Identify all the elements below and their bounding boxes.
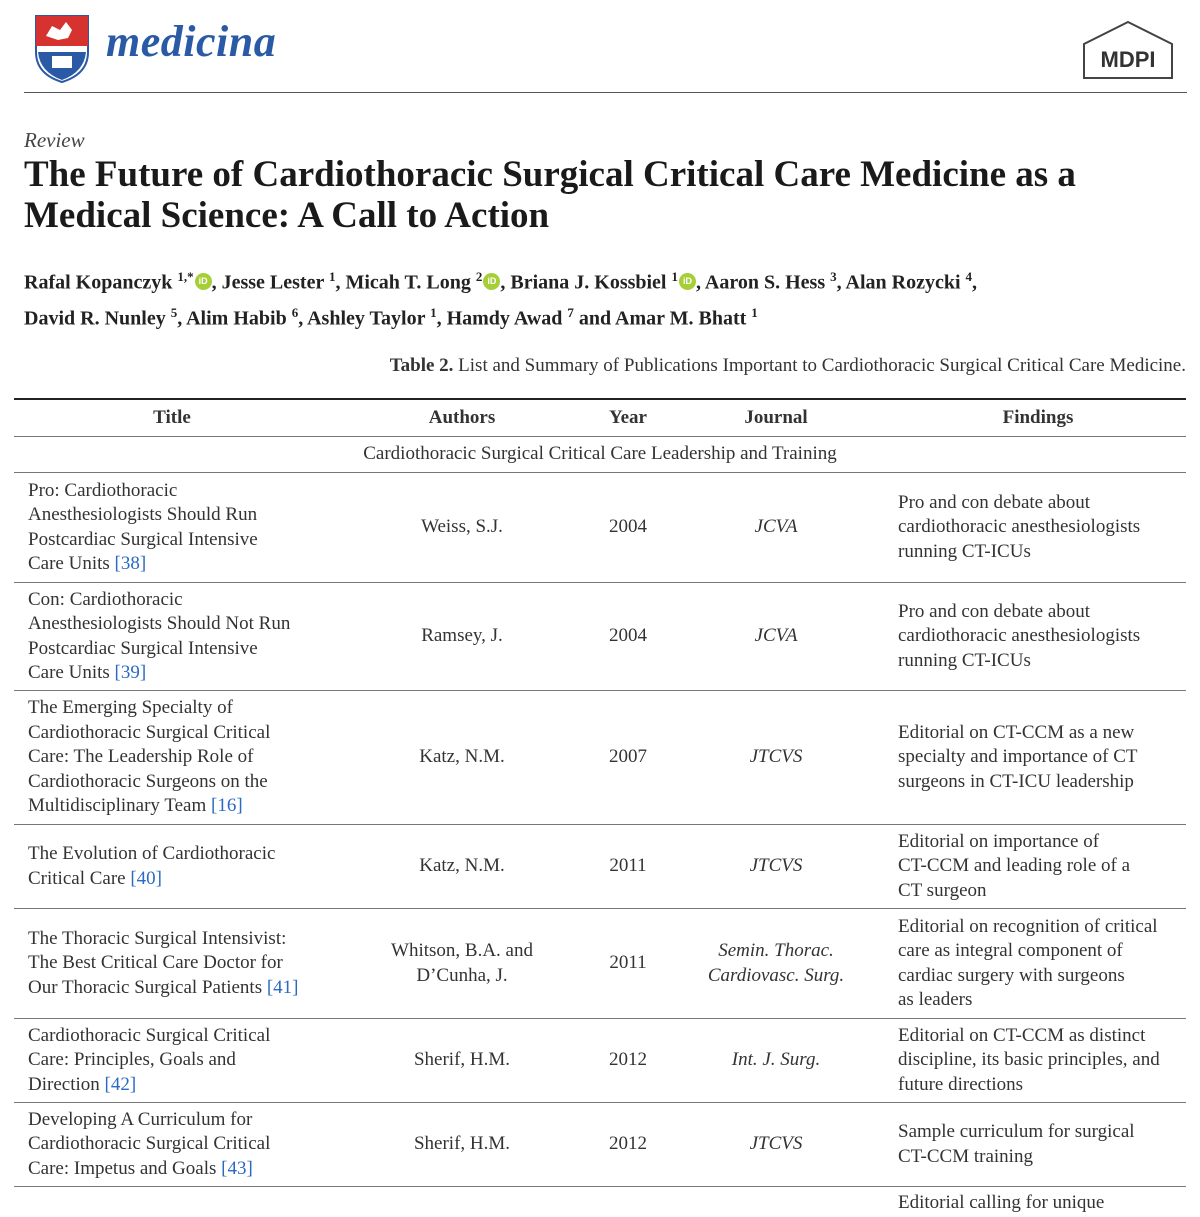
findings-line: discipline, its basic principles, and bbox=[898, 1049, 1160, 1071]
author-affiliation: 3 bbox=[830, 269, 837, 284]
author-separator: , bbox=[177, 307, 187, 330]
author-line: Sherif, H.M. bbox=[413, 1049, 511, 1071]
cell-year: 2012 bbox=[594, 1019, 662, 1103]
author-line: D’Cunha, J. bbox=[416, 964, 508, 986]
citation-link[interactable]: [39] bbox=[114, 662, 147, 683]
journal-line: JTCVS bbox=[749, 1133, 803, 1155]
title-line: Pro: Cardiothoracic bbox=[28, 479, 178, 501]
table-row bbox=[14, 1019, 1186, 1103]
col-header-year: Year bbox=[594, 399, 662, 437]
table-caption-text: List and Summary of Publications Important to Cardiothoracic Surgical Critical Care Medicine. bbox=[458, 355, 1186, 376]
title-line: Anesthesiologists Should Not Run bbox=[28, 613, 291, 634]
title-line: Direction bbox=[28, 1073, 105, 1095]
author-name[interactable]: Amar M. Bhatt bbox=[615, 307, 752, 330]
author-line: Weiss, S.J. bbox=[421, 516, 503, 538]
table-row bbox=[14, 909, 1186, 1019]
findings-line: Editorial on CT-CCM as distinct bbox=[898, 1024, 1146, 1046]
findings-line: Sample curriculum for surgical bbox=[898, 1121, 1135, 1142]
author-name[interactable]: David R. Nunley bbox=[24, 307, 171, 330]
author-affiliation: 1 bbox=[671, 269, 678, 284]
col-header-journal: Journal bbox=[662, 399, 890, 437]
author-separator: and bbox=[573, 307, 616, 330]
author-separator: , bbox=[500, 271, 511, 294]
author-name[interactable]: Hamdy Awad bbox=[446, 307, 568, 330]
cell-title bbox=[14, 691, 330, 825]
author-affiliation: 6 bbox=[291, 304, 299, 320]
citation-link[interactable]: [43] bbox=[221, 1157, 253, 1179]
cell-findings bbox=[890, 691, 1186, 825]
author-affiliation: 1 bbox=[328, 269, 336, 284]
cell-authors bbox=[330, 1019, 594, 1103]
author-line: Whitson, B.A. and bbox=[391, 940, 533, 961]
cell-year: 2011 bbox=[594, 909, 662, 1019]
cell-findings bbox=[890, 909, 1186, 1019]
title-line: Critical Care bbox=[28, 867, 131, 889]
findings-line: surgeons in CT-ICU leadership bbox=[898, 770, 1134, 792]
col-header-authors: Authors bbox=[330, 399, 594, 437]
title-line: Care: Impetus and Goals bbox=[28, 1157, 222, 1179]
author-separator: , bbox=[836, 271, 846, 294]
col-header-title: Title bbox=[14, 399, 330, 437]
findings-line: Pro and con debate about bbox=[898, 600, 1091, 622]
author-affiliation: 1 bbox=[751, 304, 758, 320]
cell-year: 2012 bbox=[594, 1103, 662, 1187]
findings-line: running CT-ICUs bbox=[898, 540, 1031, 562]
cell-title bbox=[14, 583, 330, 691]
citation-link[interactable]: [38] bbox=[114, 553, 147, 574]
title-line: The Emerging Specialty of bbox=[28, 697, 233, 719]
mdpi-logo bbox=[1080, 20, 1176, 82]
author-name[interactable]: Rafal Kopanczyk bbox=[24, 271, 178, 294]
findings-line: future directions bbox=[898, 1073, 1024, 1095]
article-title: The Future of Cardiothoracic Surgical Critical Care Medicine as a Medical Science: A Call to Action bbox=[24, 154, 1076, 236]
title-line: Developing A Curriculum for bbox=[28, 1108, 253, 1130]
citation-link[interactable]: [41] bbox=[266, 976, 299, 998]
title-line: Multidisciplinary Team bbox=[28, 795, 212, 817]
cell-findings bbox=[890, 825, 1186, 909]
author-name[interactable]: Jesse Lester bbox=[221, 271, 329, 294]
author-name[interactable]: Aaron S. Hess bbox=[704, 271, 831, 294]
cell-authors bbox=[330, 1103, 594, 1187]
author-separator: , bbox=[696, 271, 705, 294]
col-header-findings: Findings bbox=[890, 399, 1186, 437]
findings-line: cardiac surgery with surgeons bbox=[898, 964, 1125, 986]
section-heading: Cardiothoracic Surgical Critical Care Leadership and Training bbox=[14, 437, 1186, 473]
header-divider bbox=[24, 92, 1187, 93]
cell-year: 2004 bbox=[594, 583, 662, 691]
author-list: Rafal Kopanczyk $^{1,*}$ iD , Jesse Lester $^1$, Micah T. Long $^2$ iD , Briana J. Kossbiel $^1$ iD , Aaron S. Hess $^3$, Alan Rozycki $^4$, David R. Nunley $^5$, Alim Habib $^6$, Ashley Taylor $^1$, Hamdy Awad $^7$ and Amar M. Bhatt $^1$ bbox=[24, 269, 978, 330]
findings-line: specialty and importance of CT bbox=[898, 746, 1138, 768]
author-affiliation: 4 bbox=[965, 269, 973, 284]
author-separator: , bbox=[335, 271, 346, 294]
title-line: Care Units bbox=[28, 662, 115, 683]
findings-line: CT-CCM and leading role of a bbox=[898, 855, 1131, 877]
cell-findings bbox=[890, 473, 1186, 583]
mdpi-wordmark: MDPI bbox=[1100, 47, 1156, 72]
cell-journal bbox=[662, 1103, 890, 1187]
findings-line: Editorial on recognition of critical bbox=[898, 915, 1158, 937]
author-name[interactable]: Ashley Taylor bbox=[307, 307, 431, 330]
title-line: The Evolution of Cardiothoracic bbox=[28, 843, 276, 864]
author-affiliation: 1 bbox=[430, 304, 437, 320]
author-affiliation: 2 bbox=[475, 269, 483, 284]
title-line: The Best Critical Care Doctor for bbox=[28, 952, 283, 974]
cell-year bbox=[594, 1187, 662, 1217]
orcid-icon[interactable]: iD bbox=[679, 273, 696, 290]
article-type: Review bbox=[24, 128, 85, 152]
cell-journal bbox=[662, 691, 890, 825]
cell-authors bbox=[330, 691, 594, 825]
cell-journal bbox=[662, 1019, 890, 1103]
title-line: Cardiothoracic Surgical Critical bbox=[28, 1133, 271, 1155]
table-row bbox=[14, 473, 1186, 583]
journal-line: JCVA bbox=[754, 625, 798, 647]
citation-link[interactable]: [16] bbox=[211, 795, 243, 817]
cell-title bbox=[14, 1103, 330, 1187]
author-name[interactable]: Alim Habib bbox=[186, 307, 292, 330]
title-line: Cardiothoracic Surgeons on the bbox=[28, 770, 268, 792]
cell-journal bbox=[662, 583, 890, 691]
title-line: Con: Cardiothoracic bbox=[28, 588, 183, 610]
table-row bbox=[14, 691, 1186, 825]
title-line: Care Units bbox=[28, 553, 115, 574]
cell-findings bbox=[890, 1187, 1186, 1217]
author-name[interactable]: Alan Rozycki bbox=[845, 271, 966, 294]
table-row bbox=[14, 583, 1186, 691]
cell-journal bbox=[662, 1187, 890, 1217]
findings-line: Editorial on importance of bbox=[898, 830, 1100, 852]
journal-line: JTCVS bbox=[749, 746, 803, 768]
author-name[interactable]: Micah T. Long bbox=[345, 271, 476, 294]
orcid-icon[interactable]: iD bbox=[195, 273, 212, 290]
journal-line: JTCVS bbox=[749, 855, 803, 877]
title-line: Care: Principles, Goals and bbox=[28, 1049, 236, 1071]
journal-name: medicina bbox=[106, 17, 277, 66]
author-line: Ramsey, J. bbox=[421, 625, 503, 647]
author-affiliation: 1,* bbox=[177, 269, 194, 284]
table-section-row bbox=[14, 437, 1186, 473]
publications-table bbox=[14, 398, 1186, 1217]
author-line: Katz, N.M. bbox=[419, 855, 505, 877]
table-label: Table 2. bbox=[389, 355, 454, 376]
author-separator: , bbox=[436, 307, 447, 330]
findings-line: cardiothoracic anesthesiologists bbox=[898, 625, 1141, 647]
journal-line: Int. J. Surg. bbox=[731, 1049, 821, 1071]
author-affiliation: 7 bbox=[567, 304, 574, 320]
title-line: Postcardiac Surgical Intensive bbox=[28, 528, 258, 550]
cell-journal bbox=[662, 825, 890, 909]
citation-link[interactable]: [40] bbox=[130, 867, 163, 889]
cell-findings bbox=[890, 1019, 1186, 1103]
title-line: Our Thoracic Surgical Patients bbox=[28, 976, 267, 998]
cell-title bbox=[14, 473, 330, 583]
title-line: Cardiothoracic Surgical Critical bbox=[28, 721, 271, 743]
author-separator: , bbox=[211, 271, 222, 294]
title-line: Postcardiac Surgical Intensive bbox=[28, 637, 258, 659]
table-row bbox=[14, 825, 1186, 909]
author-affiliation: 5 bbox=[170, 304, 178, 320]
table-caption bbox=[390, 355, 1186, 377]
title-line: Care: The Leadership Role of bbox=[28, 746, 254, 768]
author-separator: , bbox=[298, 307, 308, 330]
findings-line: CT-CCM training bbox=[898, 1145, 1033, 1167]
table-row bbox=[14, 1187, 1186, 1217]
cell-findings bbox=[890, 583, 1186, 691]
cell-year: 2007 bbox=[594, 691, 662, 825]
journal-line: Cardiovasc. Surg. bbox=[707, 964, 845, 986]
cell-title bbox=[14, 909, 330, 1019]
cell-authors bbox=[330, 583, 594, 691]
cell-journal bbox=[662, 909, 890, 1019]
cell-title bbox=[14, 1019, 330, 1103]
cell-authors bbox=[330, 1187, 594, 1217]
table-row bbox=[14, 1103, 1186, 1187]
cell-authors bbox=[330, 825, 594, 909]
findings-line: as leaders bbox=[898, 989, 973, 1010]
findings-line: CT surgeon bbox=[898, 879, 987, 901]
findings-line: Editorial on CT-CCM as a new bbox=[898, 721, 1135, 743]
citation-link[interactable]: [42] bbox=[104, 1073, 137, 1095]
cell-authors bbox=[330, 909, 594, 1019]
author-line: Katz, N.M. bbox=[419, 746, 505, 768]
journal-line: Semin. Thorac. bbox=[718, 940, 834, 961]
cell-findings bbox=[890, 1103, 1186, 1187]
cell-title bbox=[14, 825, 330, 909]
journal-crest-logo bbox=[32, 12, 92, 84]
author-line: Sherif, H.M. bbox=[413, 1133, 511, 1155]
cell-year: 2004 bbox=[594, 473, 662, 583]
cell-year: 2011 bbox=[594, 825, 662, 909]
cell-journal bbox=[662, 473, 890, 583]
cell-title bbox=[14, 1187, 330, 1217]
orcid-icon[interactable]: iD bbox=[483, 273, 500, 290]
cell-authors bbox=[330, 473, 594, 583]
title-line: Anesthesiologists Should Run bbox=[28, 504, 258, 525]
findings-line: running CT-ICUs bbox=[898, 649, 1031, 671]
findings-line: care as integral component of bbox=[898, 940, 1123, 961]
findings-line: cardiothoracic anesthesiologists bbox=[898, 516, 1141, 538]
title-line: Cardiothoracic Surgical Critical bbox=[28, 1024, 271, 1046]
title-line: The Thoracic Surgical Intensivist: bbox=[28, 927, 287, 949]
author-name[interactable]: Briana J. Kossbiel bbox=[510, 271, 672, 294]
findings-line: Editorial calling for unique bbox=[898, 1192, 1105, 1213]
findings-line: Pro and con debate about bbox=[898, 491, 1091, 513]
table-header-row bbox=[14, 399, 1186, 437]
journal-line: JCVA bbox=[754, 516, 798, 538]
